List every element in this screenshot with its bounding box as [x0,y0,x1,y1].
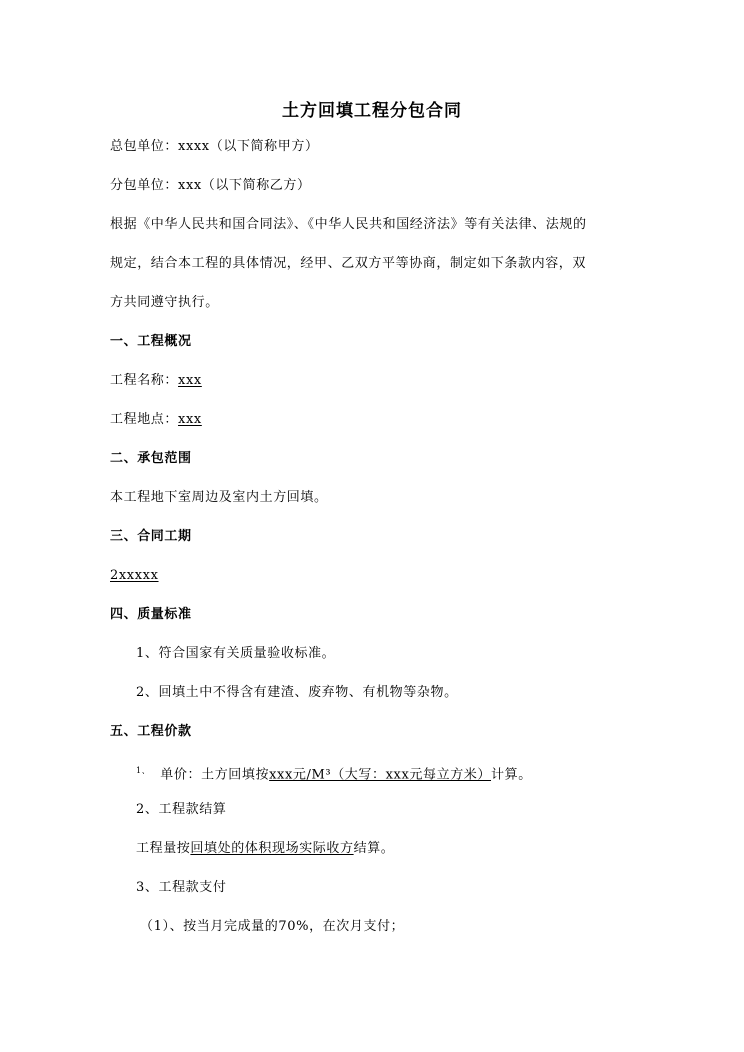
scope-text: 本工程地下室周边及室内土方回填。 [110,490,328,505]
price-item-1 [136,762,532,784]
project-location-label: 工程地点： [110,412,179,427]
general-contractor-line [110,138,319,156]
quality-item-1: 1、符合国家有关质量验收标准。 [136,646,336,661]
settlement-prefix: 工程量按 [136,841,191,856]
payment-sub-1: （1）、按当月完成量的70%，在次月支付； [140,919,405,934]
price-item-1-suffix: 计算。 [491,767,532,783]
price-item-2: 2、工程款结算 [136,802,227,817]
project-location-value: xxx [178,412,202,427]
general-contractor-label: 总包单位： [110,139,179,154]
project-location-line [110,411,202,429]
subcontractor-value: xxx（以下简称乙方） [178,178,311,193]
project-name-value: xxx [178,373,202,388]
section2-heading: 二、承包范围 [110,451,192,466]
price-item-3: 3、工程款支付 [136,880,227,895]
price-item-1-prefix: 单价：土方回填按 [160,767,270,783]
preamble-line-1: 根据《中华人民共和国合同法》、《中华人民共和国经济法》等有关法律、法规的 [110,217,587,232]
project-name-line [110,372,202,390]
section1-heading: 一、工程概况 [110,334,192,349]
quality-item-2: 2、回填土中不得含有建渣、废弃物、有机物等杂物。 [136,685,458,700]
general-contractor-value: xxxx（以下简称甲方） [178,139,319,154]
document-title: 土方回填工程分包合同 [282,101,462,121]
section5-heading: 五、工程价款 [110,724,192,739]
settlement-suffix: 结算。 [353,841,395,856]
unit-price-value: xxx元/M³（大写：xxx元每立方米） [269,767,492,783]
section4-heading: 四、质量标准 [110,607,192,622]
subcontractor-line [110,177,311,195]
section3-heading: 三、合同工期 [110,529,192,544]
price-item-1-number: 1、 [136,766,151,775]
preamble-line-3: 方共同遵守执行。 [110,295,219,310]
project-name-label: 工程名称： [110,373,179,388]
subcontractor-label: 分包单位： [110,178,179,193]
preamble-line-2: 规定，结合本工程的具体情况，经甲、乙双方平等协商，制定如下条款内容，双 [110,256,587,271]
contract-period-text: 2xxxxx [110,568,159,583]
settlement-text [136,840,394,858]
settlement-basis: 回填处的体积现场实际收方 [190,841,354,856]
